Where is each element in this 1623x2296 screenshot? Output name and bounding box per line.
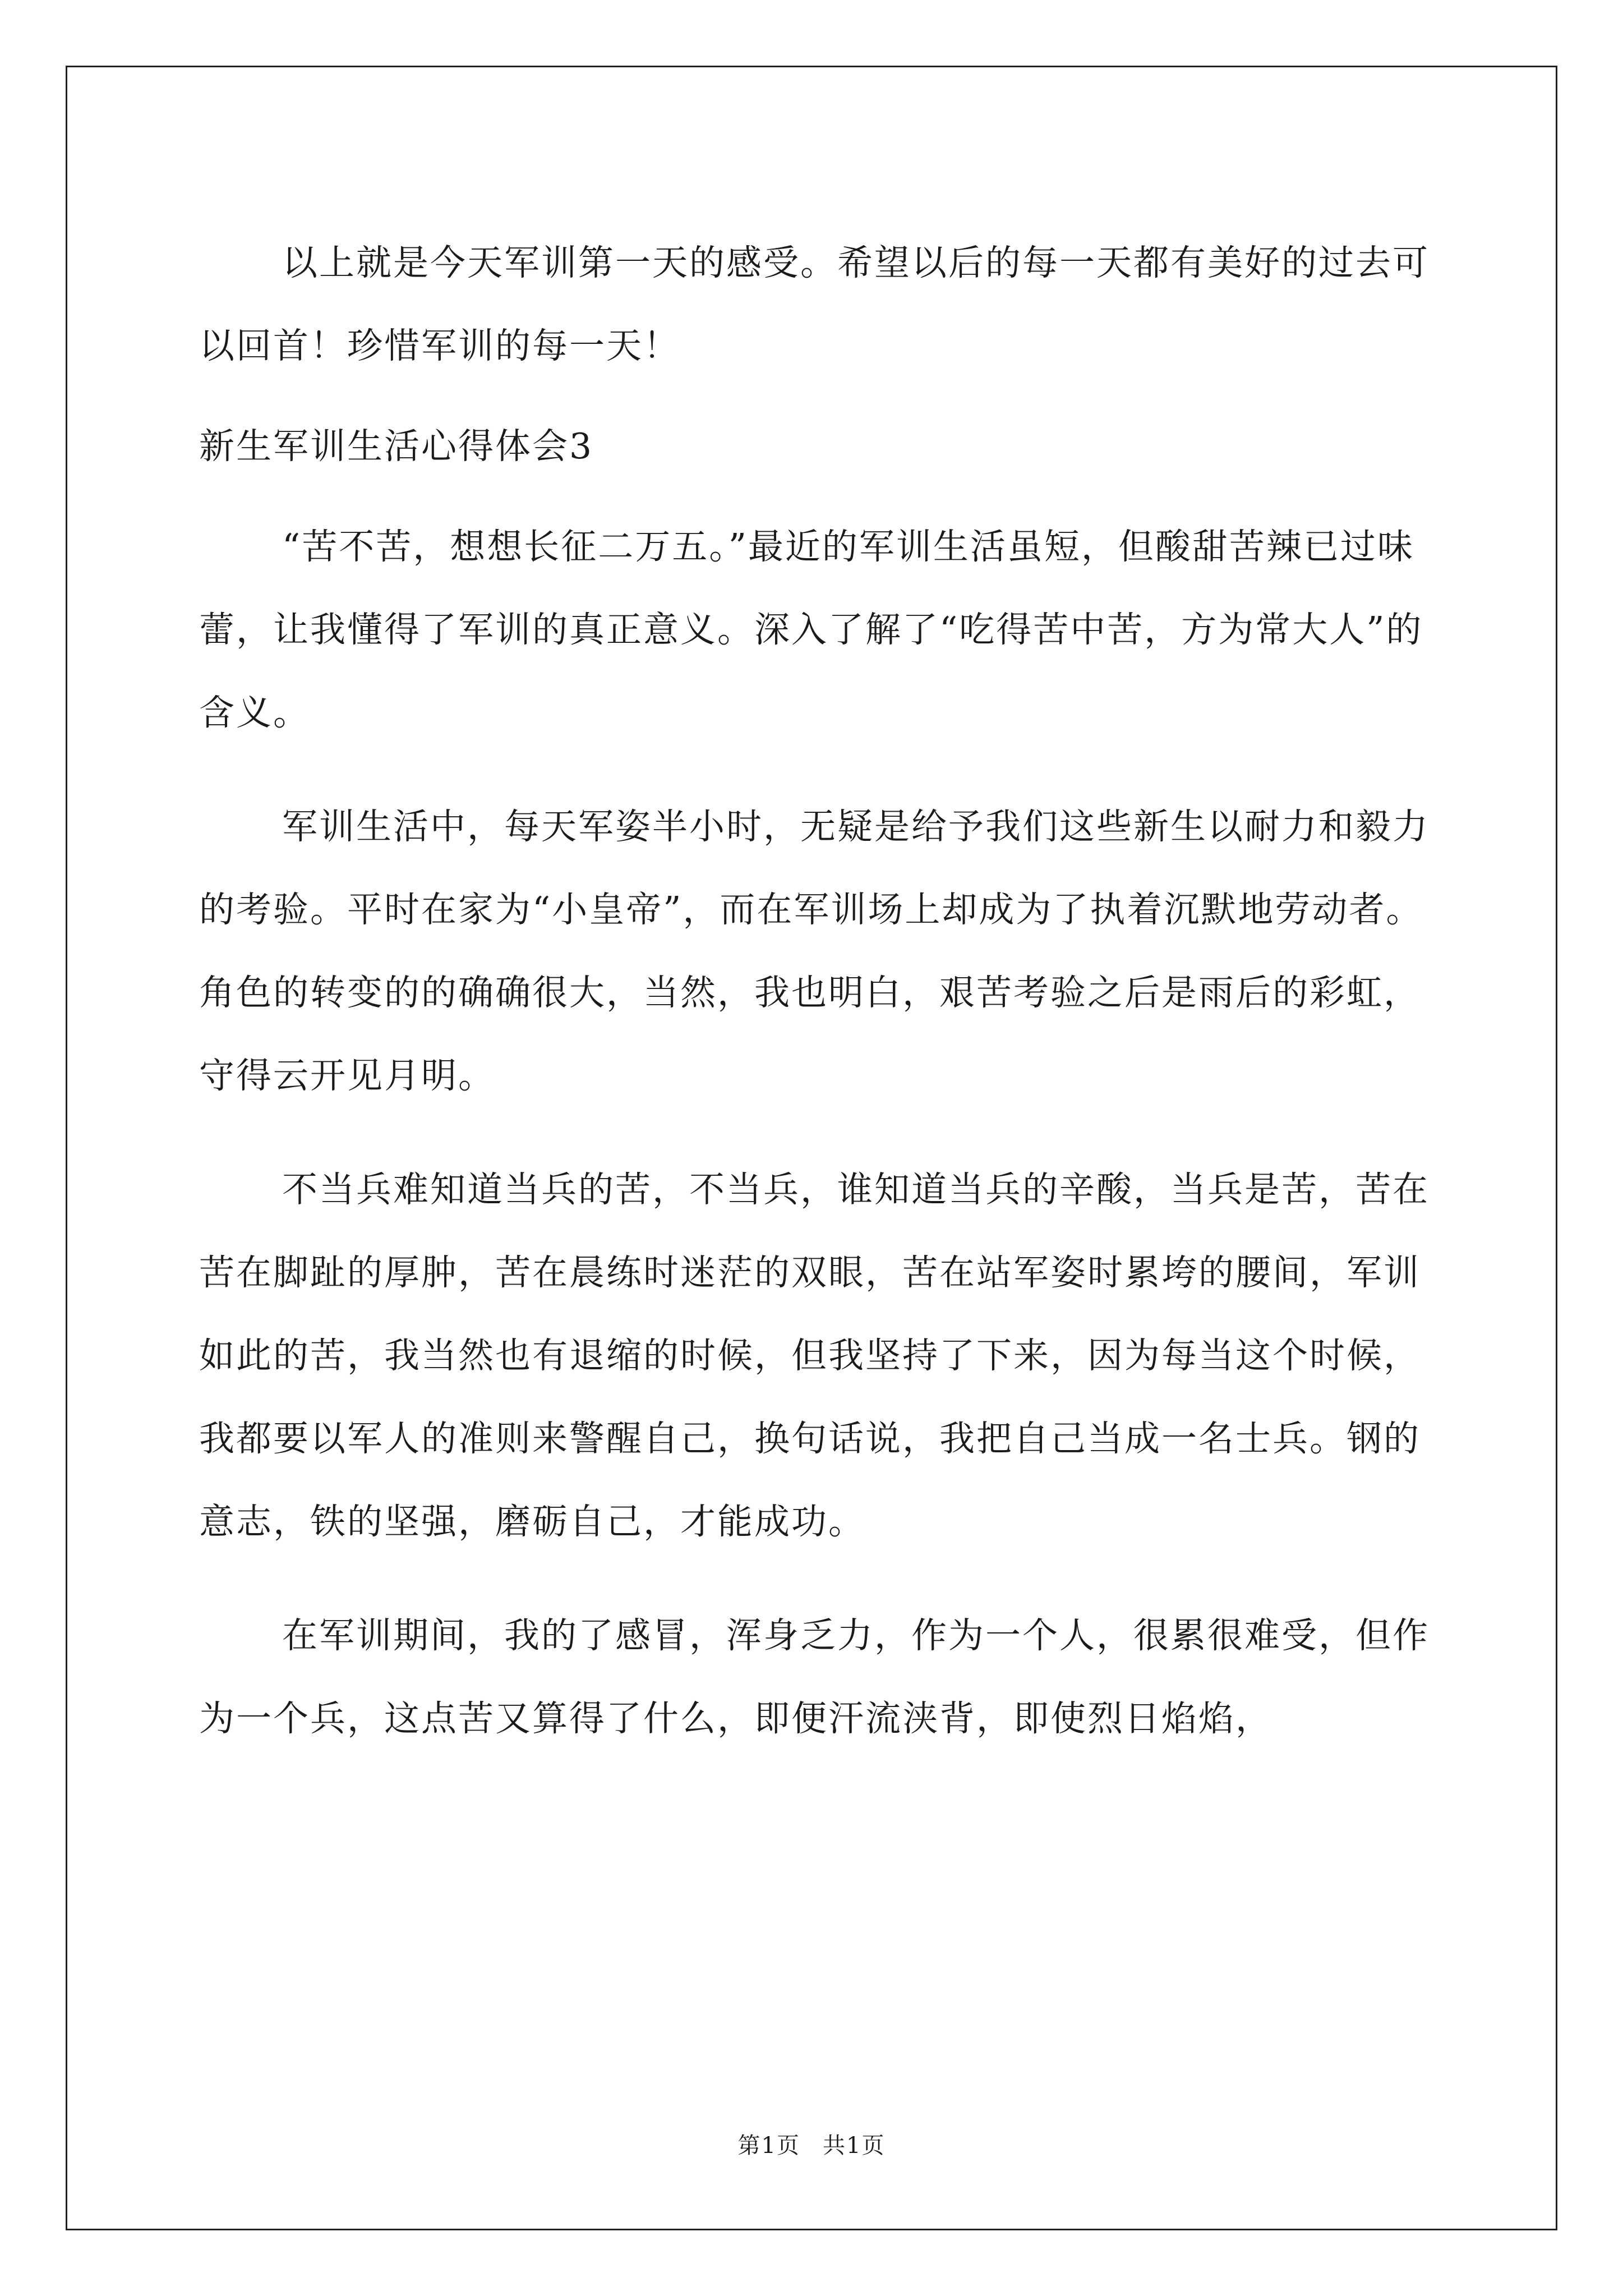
page-total: 共1页 <box>823 2133 886 2159</box>
page-footer <box>0 2132 1623 2160</box>
paragraph-4: 在军训期间，我的了感冒，浑身乏力，作为一个人，很累很难受，但作为一个兵，这点苦又算得了什么，即便汗流浃背，即使烈日焰焰， <box>199 1615 1430 1739</box>
page-number: 第1页 <box>737 2133 800 2159</box>
paragraph-3: 不当兵难知道当兵的苦，不当兵，谁知道当兵的辛酸，当兵是苦，苦在苦在脚趾的厚肿，苦在晨练时迷茫的双眼，苦在站军姿时累垮的腰间，军训如此的苦，我当然也有退缩的时候，但我坚持了下来，因为每当这个时候，我都要以军人的准则来警醒自己，换句话说，我把自己当成一名士兵。钢的意志，铁的坚强，磨砺自己，才能成功。 <box>199 1169 1430 1542</box>
paragraph-intro: 以上就是今天军训第一天的感受。希望以后的每一天都有美好的过去可以回首！珍惜军训的每一天！ <box>199 242 1430 366</box>
paragraph-1: “苦不苦，想想长征二万五。”最近的军训生活虽短，但酸甜苦辣已过味蕾，让我懂得了军训的真正意义。深入了解了“吃得苦中苦，方为常大人”的含义。 <box>199 526 1423 733</box>
document-body <box>199 222 1433 1791</box>
section-heading: 新生军训生活心得体会3 <box>199 426 594 467</box>
paragraph-2: 军训生活中，每天军姿半小时，无疑是给予我们这些新生以耐力和毅力的考验。平时在家为“小皇帝”，而在军训场上却成为了执着沉默地劳动者。角色的转变的的确确很大，当然，我也明白，艰苦考验之后是雨后的彩虹，守得云开见月明。 <box>199 806 1430 1096</box>
